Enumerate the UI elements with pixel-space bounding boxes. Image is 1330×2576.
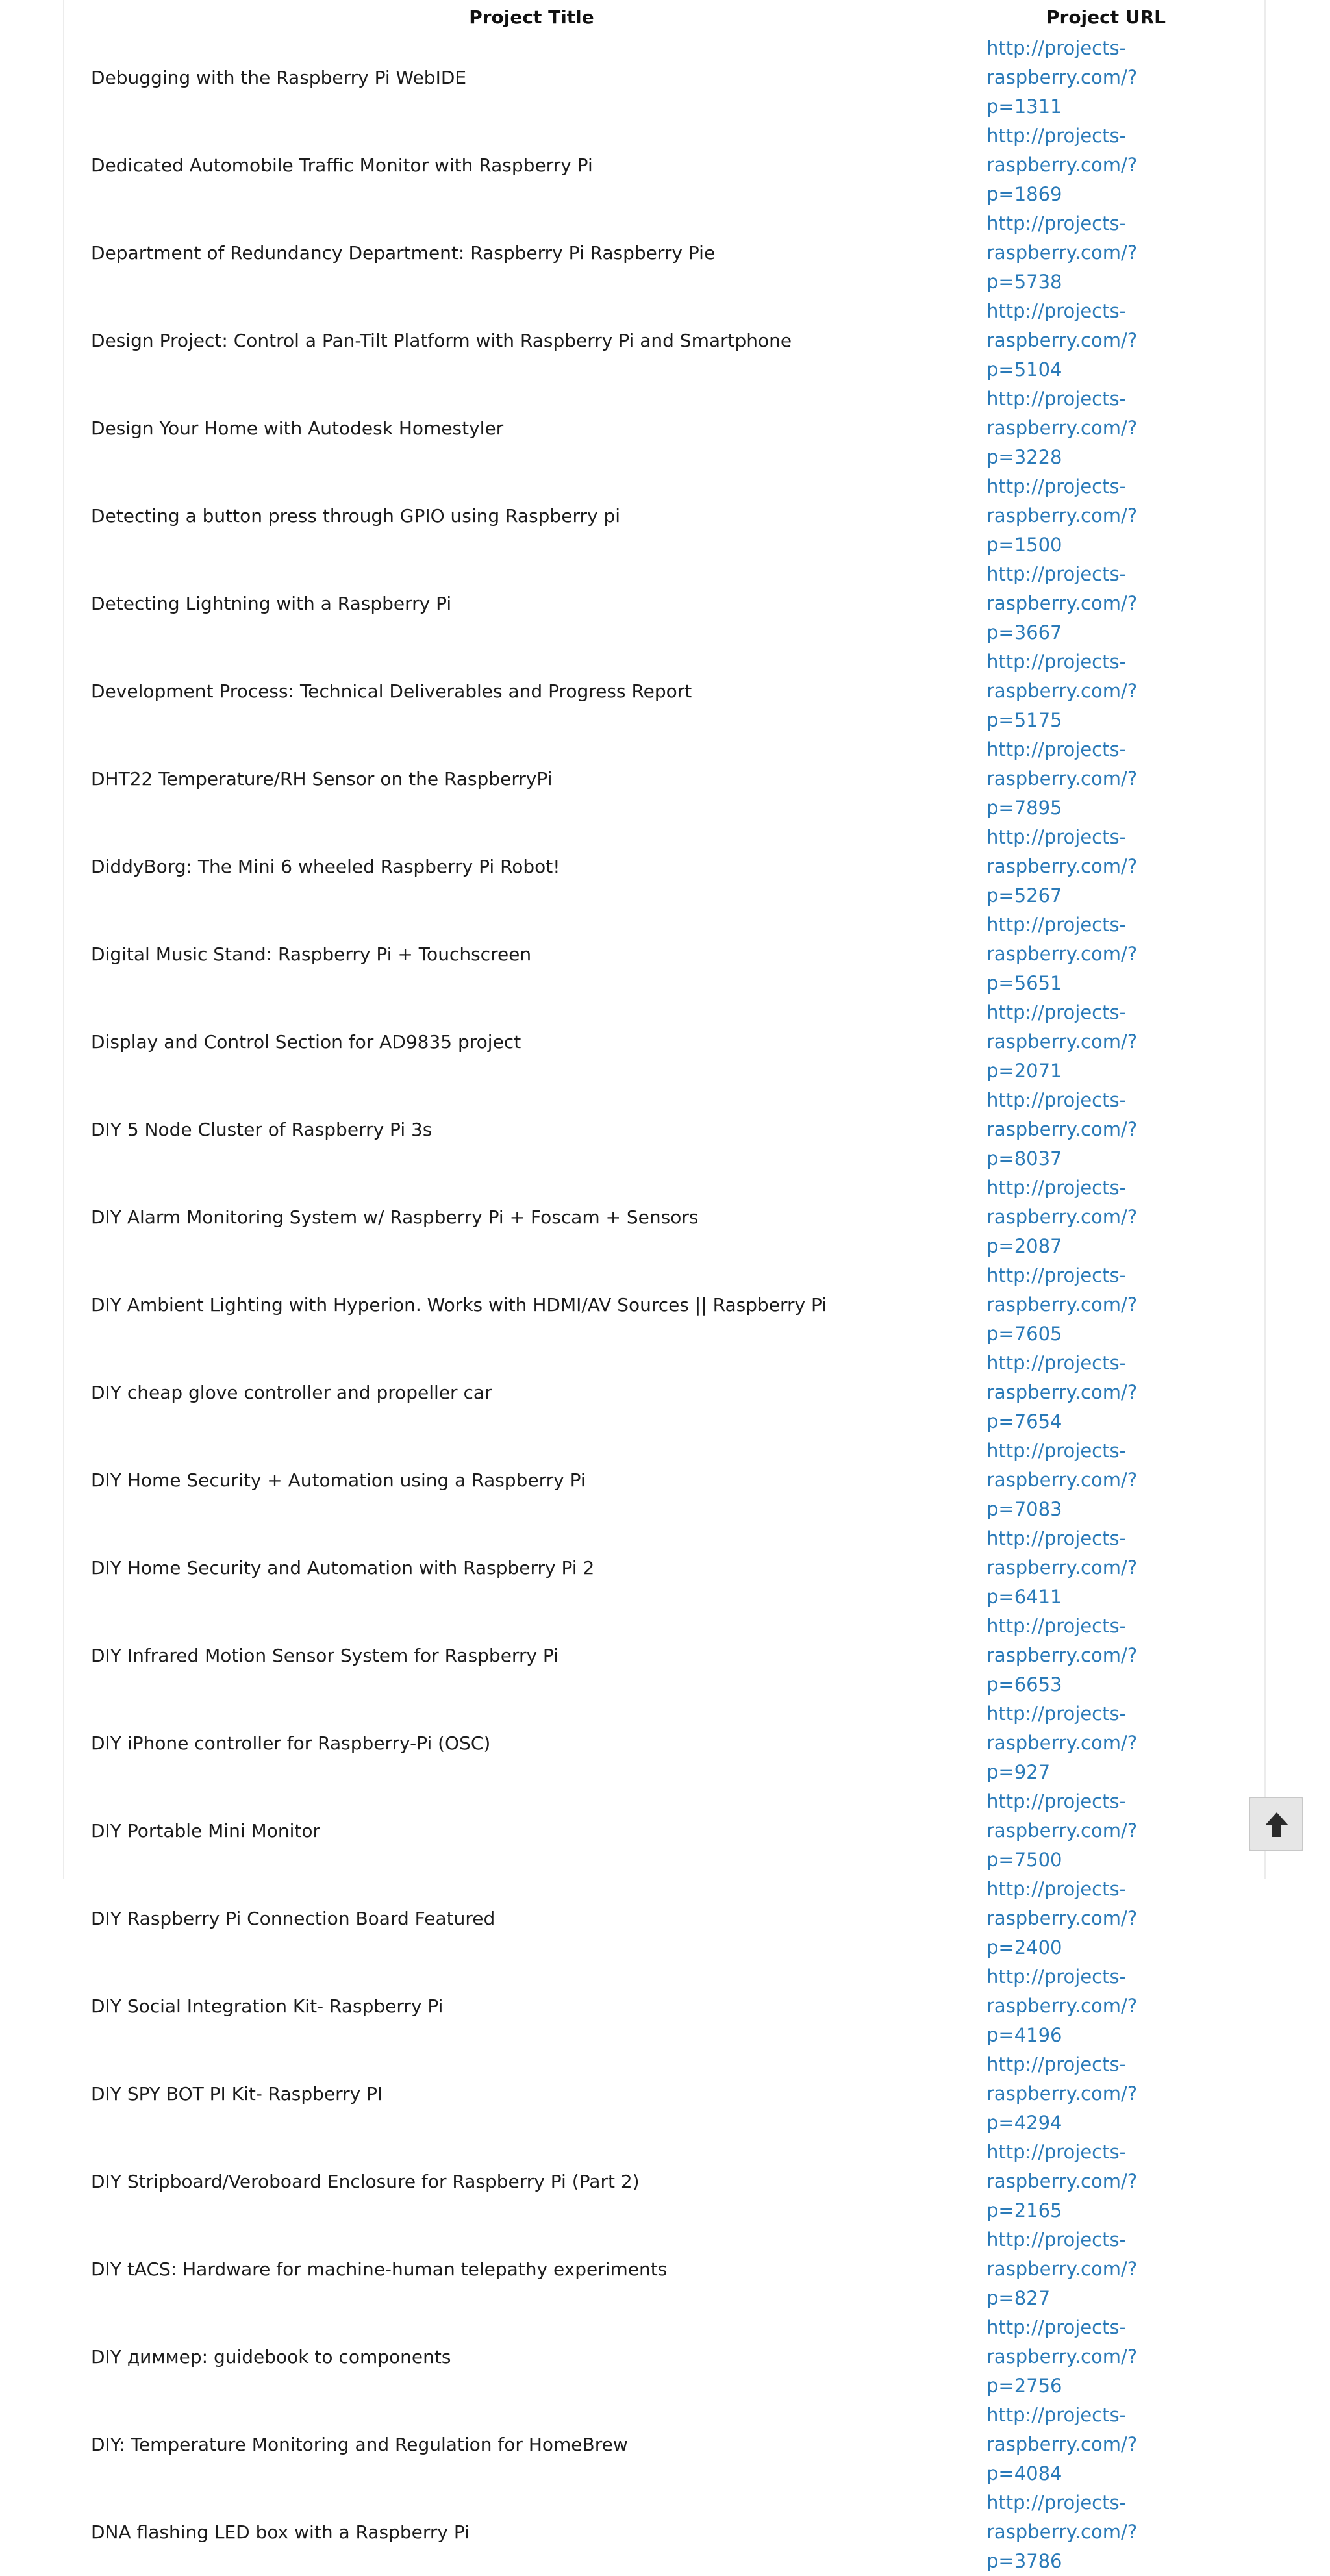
table-row (91, 34, 1240, 121)
project-title: DIY Home Security and Automation with Raspberry Pi 2 (91, 1557, 595, 1579)
project-url-cell (972, 1524, 1240, 1612)
table-row (91, 998, 1240, 1086)
project-title: DIY Social Integration Kit- Raspberry Pi (91, 1995, 444, 2017)
project-url-link[interactable]: http://projects-raspberry.com/? p=927 (986, 1703, 1138, 1783)
project-url-link[interactable]: http://projects-raspberry.com/? p=8037 (986, 1089, 1138, 1169)
project-url-cell (972, 2050, 1240, 2138)
project-url-link[interactable]: http://projects-raspberry.com/? p=3667 (986, 563, 1138, 644)
project-url-cell (972, 1436, 1240, 1524)
table-header-row (91, 0, 1240, 34)
table-body (91, 34, 1240, 2576)
project-title: Development Process: Technical Deliverables and Progress Report (91, 681, 692, 702)
project-url-cell (972, 297, 1240, 384)
project-url-link[interactable]: http://projects-raspberry.com/? p=3786 (986, 2492, 1138, 2572)
project-url-link[interactable]: http://projects-raspberry.com/? p=2071 (986, 1001, 1138, 1082)
project-url-link[interactable]: http://projects-raspberry.com/? p=7083 (986, 1440, 1138, 1520)
table-row (91, 1173, 1240, 1261)
project-url-cell (972, 998, 1240, 1086)
project-url-cell (972, 472, 1240, 560)
project-title: Department of Redundancy Department: Raspberry Pi Raspberry Pie (91, 242, 716, 264)
project-url-link[interactable]: http://projects-raspberry.com/? p=4196 (986, 1966, 1138, 2046)
project-title: DIY Home Security + Automation using a Raspberry Pi (91, 1469, 586, 1491)
project-title: DIY cheap glove controller and propeller car (91, 1382, 492, 1403)
project-title: DIY Portable Mini Monitor (91, 1820, 320, 1842)
table-row (91, 2488, 1240, 2576)
project-url-link[interactable]: http://projects-raspberry.com/? p=5651 (986, 914, 1138, 994)
table-row (91, 1349, 1240, 1436)
table-row (91, 384, 1240, 472)
project-url-cell (972, 2225, 1240, 2313)
project-title: DIY: Temperature Monitoring and Regulation for HomeBrew (91, 2434, 628, 2455)
table-row (91, 2138, 1240, 2225)
table-row (91, 1875, 1240, 1962)
project-url-cell (972, 1699, 1240, 1787)
project-url-cell (972, 384, 1240, 472)
project-title: DIY Infrared Motion Sensor System for Raspberry Pi (91, 1645, 558, 1666)
table-row (91, 209, 1240, 297)
project-url-link[interactable]: http://projects-raspberry.com/? p=4084 (986, 2404, 1138, 2484)
project-url-cell (972, 1086, 1240, 1173)
scroll-to-top-button[interactable] (1249, 1797, 1303, 1851)
project-title: DIY Alarm Monitoring System w/ Raspberry Pi + Foscam + Sensors (91, 1207, 699, 1228)
project-url-link[interactable]: http://projects-raspberry.com/? p=1311 (986, 37, 1138, 118)
table-row (91, 1086, 1240, 1173)
project-url-cell (972, 1349, 1240, 1436)
project-url-cell (972, 1261, 1240, 1349)
project-url-link[interactable]: http://projects-raspberry.com/? p=5267 (986, 826, 1138, 907)
project-title: DIY диммер: guidebook to components (91, 2346, 451, 2368)
table-row (91, 1787, 1240, 1875)
project-url-link[interactable]: http://projects-raspberry.com/? p=827 (986, 2229, 1138, 2309)
project-title: DIY 5 Node Cluster of Raspberry Pi 3s (91, 1119, 433, 1140)
project-title: DHT22 Temperature/RH Sensor on the RaspberryPi (91, 768, 553, 790)
project-url-cell (972, 647, 1240, 735)
project-url-link[interactable]: http://projects-raspberry.com/? p=6653 (986, 1615, 1138, 1695)
project-title: DNA flashing LED box with a Raspberry Pi (91, 2521, 470, 2543)
content-panel (63, 0, 1266, 2572)
table-row (91, 2313, 1240, 2401)
project-url-link[interactable]: http://projects-raspberry.com/? p=1500 (986, 475, 1138, 556)
project-title: Design Project: Control a Pan-Tilt Platform with Raspberry Pi and Smartphone (91, 330, 792, 351)
table-row (91, 297, 1240, 384)
project-title: DiddyBorg: The Mini 6 wheeled Raspberry Pi Robot! (91, 856, 560, 877)
table-row (91, 2401, 1240, 2488)
table-row (91, 1612, 1240, 1699)
table-row (91, 472, 1240, 560)
table-row (91, 2050, 1240, 2138)
project-url-link[interactable]: http://projects-raspberry.com/? p=1869 (986, 125, 1138, 205)
table-row (91, 647, 1240, 735)
project-url-link[interactable]: http://projects-raspberry.com/? p=7500 (986, 1790, 1138, 1871)
arrow-up-icon (1264, 1811, 1290, 1838)
project-url-cell (972, 823, 1240, 910)
table-row (91, 1524, 1240, 1612)
project-url-link[interactable]: http://projects-raspberry.com/? p=2165 (986, 2141, 1138, 2221)
table-row (91, 1436, 1240, 1524)
project-url-cell (972, 1962, 1240, 2050)
project-url-cell (972, 2401, 1240, 2488)
project-title: DIY Ambient Lighting with Hyperion. Works with HDMI/AV Sources || Raspberry Pi (91, 1294, 827, 1316)
project-title: Dedicated Automobile Traffic Monitor with Raspberry Pi (91, 155, 593, 176)
project-title: Digital Music Stand: Raspberry Pi + Touchscreen (91, 944, 532, 965)
project-url-cell (972, 1612, 1240, 1699)
project-title: Detecting a button press through GPIO using Raspberry pi (91, 505, 620, 527)
column-header-title: Project Title (469, 6, 594, 28)
project-title: Detecting Lightning with a Raspberry Pi (91, 593, 452, 614)
project-title: DIY tACS: Hardware for machine-human telepathy experiments (91, 2258, 668, 2280)
project-url-link[interactable]: http://projects-raspberry.com/? p=4294 (986, 2053, 1138, 2134)
project-title: DIY SPY BOT PI Kit- Raspberry PI (91, 2083, 383, 2105)
project-url-link[interactable]: http://projects-raspberry.com/? p=2756 (986, 2316, 1138, 2397)
table-row (91, 735, 1240, 823)
project-title: Debugging with the Raspberry Pi WebIDE (91, 67, 467, 88)
project-url-link[interactable]: http://projects-raspberry.com/? p=7895 (986, 738, 1138, 819)
project-url-cell (972, 2313, 1240, 2401)
project-url-link[interactable]: http://projects-raspberry.com/? p=5738 (986, 212, 1138, 293)
project-url-link[interactable]: http://projects-raspberry.com/? p=7654 (986, 1352, 1138, 1432)
column-header-url: Project URL (1046, 6, 1166, 28)
project-url-cell (972, 121, 1240, 209)
project-url-cell (972, 1787, 1240, 1875)
project-url-link[interactable]: http://projects-raspberry.com/? p=5104 (986, 300, 1138, 381)
projects-table (91, 0, 1240, 2576)
table-row (91, 1261, 1240, 1349)
table-row (91, 560, 1240, 647)
project-url-cell (972, 1173, 1240, 1261)
table-row (91, 2225, 1240, 2313)
project-title: DIY Raspberry Pi Connection Board Featured (91, 1908, 496, 1929)
project-url-cell (972, 209, 1240, 297)
project-url-cell (972, 560, 1240, 647)
table-row (91, 1962, 1240, 2050)
project-title: Display and Control Section for AD9835 project (91, 1031, 521, 1053)
project-title: DIY iPhone controller for Raspberry-Pi (OSC) (91, 1732, 491, 1754)
project-title: DIY Stripboard/Veroboard Enclosure for Raspberry Pi (Part 2) (91, 2171, 640, 2192)
project-url-cell (972, 2488, 1240, 2576)
project-url-link[interactable]: http://projects-raspberry.com/? p=2087 (986, 1177, 1138, 1257)
table-row (91, 910, 1240, 998)
project-url-link[interactable]: http://projects-raspberry.com/? p=3228 (986, 388, 1138, 468)
project-url-cell (972, 34, 1240, 121)
project-url-link[interactable]: http://projects-raspberry.com/? p=7605 (986, 1264, 1138, 1345)
project-title: Design Your Home with Autodesk Homestyler (91, 418, 504, 439)
table-row (91, 823, 1240, 910)
project-url-cell (972, 2138, 1240, 2225)
project-url-link[interactable]: http://projects-raspberry.com/? p=2400 (986, 1878, 1138, 1958)
table-row (91, 1699, 1240, 1787)
project-url-cell (972, 910, 1240, 998)
table-row (91, 121, 1240, 209)
project-url-link[interactable]: http://projects-raspberry.com/? p=6411 (986, 1527, 1138, 1608)
project-url-cell (972, 735, 1240, 823)
project-url-cell (972, 1875, 1240, 1962)
project-url-link[interactable]: http://projects-raspberry.com/? p=5175 (986, 651, 1138, 731)
